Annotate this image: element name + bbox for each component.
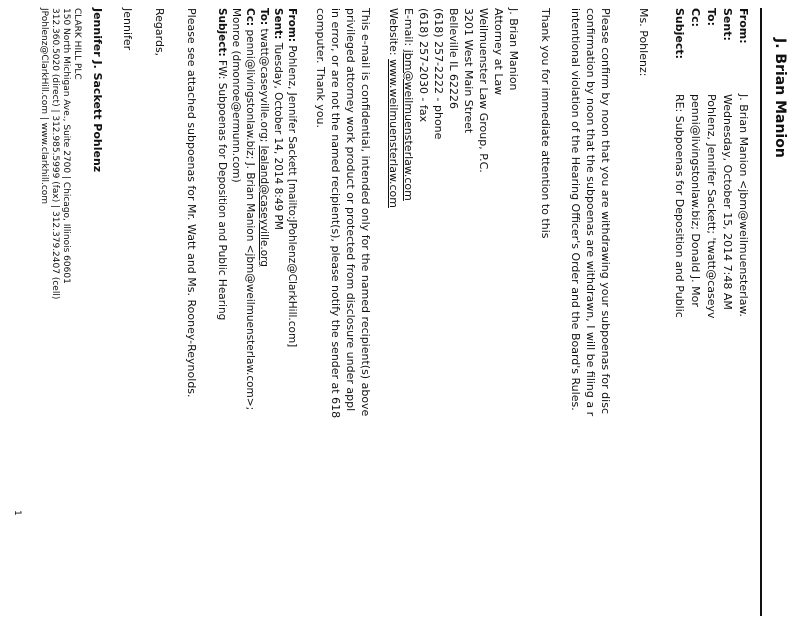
email-prefix: E-mail: bbox=[402, 8, 415, 50]
confidentiality-line: computer. Thank you. bbox=[314, 8, 327, 129]
quoted-body: Please see attached subpoenas for Mr. Watt and Ms. Rooney-Reynolds. bbox=[185, 8, 198, 398]
website-link[interactable]: www.weilmuensterlaw.com bbox=[387, 59, 400, 208]
signature-phone: (618) 257-2222 - phone bbox=[432, 8, 445, 140]
quoted-from-value: Pohlenz, Jennifer Sackett [mailto:JPohlenz@ClarkHill.com] bbox=[286, 42, 298, 348]
regards: Regards, bbox=[153, 8, 166, 57]
signature-website-row bbox=[387, 8, 400, 208]
quoted-cc-label: Cc: bbox=[244, 8, 256, 27]
from-value: J. Brian Manion <jbm@weilmuensterlaw. bbox=[737, 94, 750, 317]
author-name: J. Brian Manion bbox=[772, 38, 788, 158]
signature-name: J. Brian Manion bbox=[507, 8, 520, 91]
short-name: Jennifer bbox=[121, 8, 134, 51]
paragraph-line: confirmation by noon that the subpoenas are withdrawn, I will be filing a r bbox=[584, 8, 597, 417]
signature-street: 3201 West Main Street bbox=[462, 8, 475, 134]
sender-address: 150 North Michigan Ave., Suite 2700 | Chicago, Illinois 60601 bbox=[61, 8, 71, 284]
quoted-to bbox=[258, 8, 270, 267]
quoted-sent bbox=[272, 8, 284, 230]
thanks-line: Thank you for immediate attention to this bbox=[539, 8, 552, 239]
to-value: Pohlenz, Jennifer Sackett; 'twatt@caseyv bbox=[705, 94, 718, 319]
to-label: To: bbox=[705, 8, 718, 26]
email-link[interactable]: jbm@weilmuensterlaw.com bbox=[402, 49, 415, 201]
quoted-from bbox=[286, 8, 298, 347]
sent-value: Wednesday, October 15, 2014 7:48 AM bbox=[721, 94, 734, 310]
subject-label: Subject: bbox=[673, 8, 686, 60]
page-number: 1 bbox=[12, 510, 22, 516]
sender-phones: 312.360.5020 (direct) | 312.985.5999 (fax) | 312.379.2407 (cell) bbox=[50, 8, 60, 300]
signature-firm: Weilmuenster Law Group, P.C. bbox=[477, 8, 490, 173]
quoted-subject-label: Subject: bbox=[216, 8, 228, 57]
quoted-to-label: To: bbox=[258, 8, 270, 26]
quoted-cc bbox=[244, 8, 256, 410]
quoted-subject-value: FW: Subpoenas for Deposition and Public Hearing bbox=[216, 56, 228, 321]
from-label: From: bbox=[737, 8, 750, 44]
quoted-sent-label: Sent: bbox=[272, 8, 284, 40]
cc-value: penni@livingstonlaw.biz; Donald J. Mor bbox=[689, 94, 702, 307]
signature-email-row bbox=[402, 8, 415, 201]
website-prefix: Website: bbox=[387, 8, 400, 60]
signature-city: Belleville IL 62226 bbox=[447, 8, 460, 109]
greeting: Ms. Pohlenz: bbox=[637, 8, 650, 77]
quoted-from-label: From: bbox=[286, 8, 298, 43]
paragraph-line: Please confirm by noon that you are withdrawing your subpoenas for disc bbox=[599, 8, 612, 414]
quoted-to-value: twatt@caseyville.org; bbox=[258, 25, 270, 146]
subject-value: RE: Subpoenas for Deposition and Public bbox=[673, 94, 686, 318]
quoted-cc-value: penni@livingstonlaw.biz; J. Brian Manion <jbm@weilmuensterlaw.com>; bbox=[244, 26, 256, 411]
confidentiality-line: in error, or are not the named recipient(s), please notify the sender at 618 bbox=[329, 8, 342, 419]
sent-label: Sent: bbox=[721, 8, 734, 41]
sender-firm: CLARK HILL PLC bbox=[72, 8, 82, 80]
sender-name: Jennifer J. Sackett Pohlenz bbox=[91, 8, 104, 173]
quoted-subject bbox=[216, 8, 228, 320]
quoted-sent-value: Tuesday, October 14, 2014 8:49 PM bbox=[272, 39, 284, 230]
quoted-to-link[interactable]: lealand@caseyville.org bbox=[258, 145, 270, 267]
cc-label: Cc: bbox=[689, 8, 702, 27]
confidentiality-line: This e-mail is confidential, intended only for the named recipient(s) above bbox=[359, 8, 372, 417]
confidentiality-line: privileged attorney work product or protected from disclosure under appl bbox=[344, 8, 357, 412]
quoted-cc-continued: Monroe (dmonroe@ermunn.com) bbox=[230, 8, 242, 183]
header-rule bbox=[760, 8, 762, 616]
signature-fax: (618) 257-2030 - fax bbox=[417, 8, 430, 123]
paragraph-line: intentional violation of the Hearing Officer's Order and the Board's Rules. bbox=[569, 8, 582, 411]
signature-title: Attorney at Law bbox=[492, 8, 505, 96]
sender-contact: JPohlenz@ClarkHill.com | www.clarkhill.com bbox=[39, 8, 49, 205]
